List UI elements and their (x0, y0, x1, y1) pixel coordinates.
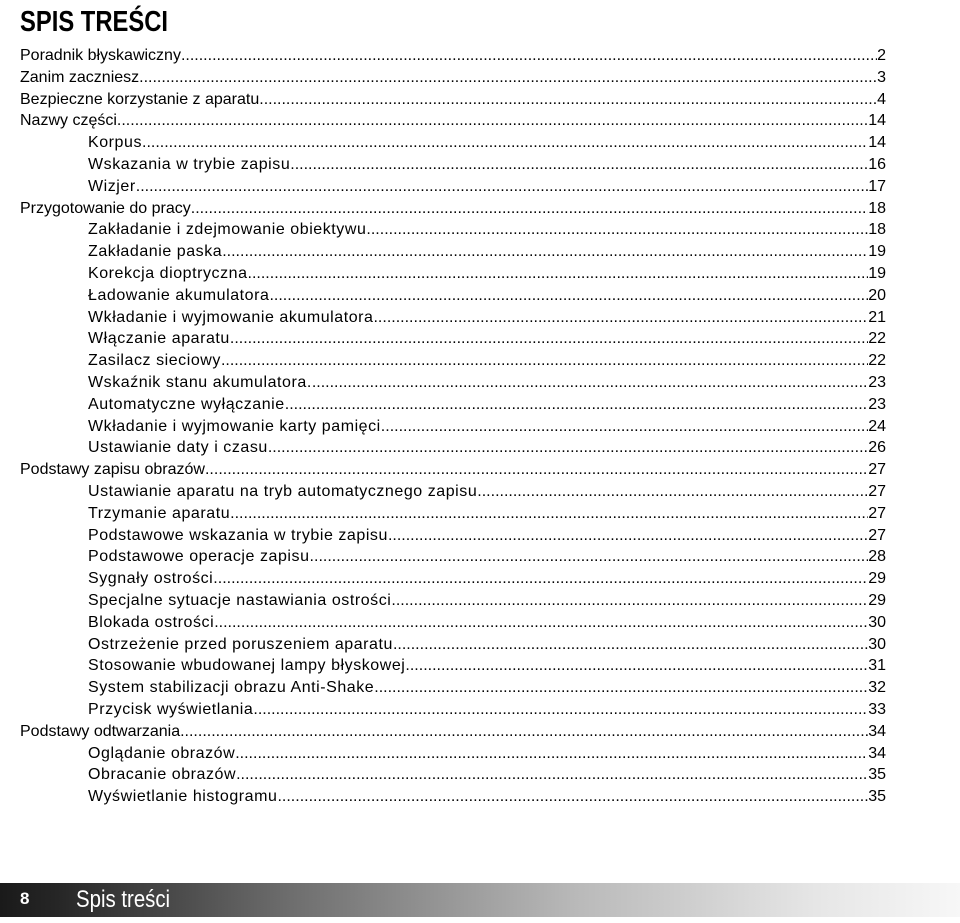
toc-entry-title: Zakładanie paska (88, 243, 223, 261)
toc-entry-page: 31 (868, 657, 886, 675)
dot-leader (191, 198, 868, 220)
toc-entry-title: Nazwy części (20, 112, 117, 130)
toc-entry (20, 568, 886, 590)
toc-entry (20, 372, 886, 394)
dot-leader (393, 634, 868, 656)
dot-leader (366, 219, 868, 241)
dot-leader (373, 307, 868, 329)
toc-entry (20, 89, 886, 111)
toc-entry-page: 34 (868, 722, 886, 740)
toc-entry (20, 45, 886, 67)
page-title: SPIS TREŚCI (20, 6, 169, 38)
dot-leader (285, 394, 868, 416)
dot-leader (269, 285, 868, 307)
toc-entry-title: Zakładanie i zdejmowanie obiektywu (88, 221, 367, 239)
toc-entry-page: 32 (868, 679, 886, 697)
dot-leader (222, 241, 868, 263)
toc-entry (20, 590, 886, 612)
toc-entry-title: Podstawy odtwarzania (20, 722, 181, 740)
toc-entry (20, 546, 886, 568)
toc-entry-page: 22 (868, 330, 886, 348)
toc-entry-page: 23 (868, 395, 886, 413)
toc-entry-title: Przycisk wyświetlania (88, 700, 254, 718)
toc-entry-title: Ustawianie aparatu na tryb automatycznego zapisu (88, 482, 478, 500)
dot-leader (144, 67, 878, 89)
dot-leader (180, 721, 868, 743)
dot-leader (181, 45, 877, 67)
toc-entry (20, 437, 886, 459)
toc-entry-title: Korekcja dioptryczna (88, 264, 248, 282)
dot-leader (310, 546, 869, 568)
dot-leader (142, 132, 868, 154)
toc-entry-title: Automatyczne wyłączanie (88, 395, 285, 413)
dot-leader (221, 350, 868, 372)
toc-entry-title: Wskaźnik stanu akumulatora. (88, 373, 312, 391)
toc-entry (20, 525, 886, 547)
dot-leader (214, 612, 868, 634)
toc-entry-page: 27 (868, 526, 886, 544)
toc-entry-page: 34 (868, 744, 886, 762)
toc-entry-title: Włączanie aparatu (88, 330, 230, 348)
toc-entry (20, 307, 886, 329)
dot-leader (136, 176, 868, 198)
toc-entry (20, 459, 886, 481)
table-of-contents (20, 45, 886, 808)
toc-entry (20, 176, 886, 198)
footer-section-title: Spis treści (76, 886, 171, 913)
toc-entry-page: 20 (868, 286, 886, 304)
toc-entry-title: Podstawowe wskazania w trybie zapisu (88, 526, 388, 544)
toc-entry-title: Wskazania w trybie zapisu (88, 155, 291, 173)
dot-leader (312, 372, 868, 394)
toc-entry (20, 350, 886, 372)
toc-entry (20, 328, 886, 350)
toc-entry-title: Wkładanie i wyjmowanie akumulatora (88, 308, 374, 326)
dot-leader (477, 481, 868, 503)
dot-leader (117, 110, 868, 132)
toc-entry-page: 27 (868, 504, 886, 522)
toc-entry-page: 2 (877, 47, 886, 64)
toc-entry (20, 655, 886, 677)
toc-entry-title: Podstawy zapisu obrazów (20, 461, 205, 479)
toc-entry-title: Ładowanie akumulatora (88, 286, 270, 304)
toc-entry-title: Oglądanie obrazów (88, 744, 236, 762)
toc-entry (20, 721, 886, 743)
toc-entry-title: Ostrzeżenie przed poruszeniem aparatu (88, 635, 393, 653)
toc-entry (20, 67, 886, 89)
dot-leader (230, 328, 868, 350)
toc-entry (20, 132, 886, 154)
dot-leader (268, 437, 868, 459)
toc-entry (20, 677, 886, 699)
toc-entry (20, 198, 886, 220)
toc-entry-title: Bezpieczne korzystanie z aparatu (20, 90, 260, 108)
toc-entry-page: 27 (868, 461, 886, 479)
toc-entry-page: 19 (868, 243, 886, 261)
toc-entry (20, 612, 886, 634)
toc-entry-title: Specjalne sytuacje nastawiania ostrości (88, 591, 392, 609)
toc-entry (20, 699, 886, 721)
toc-entry-page: 29 (868, 591, 886, 609)
toc-entry (20, 743, 886, 765)
toc-entry-page: 18 (868, 199, 886, 217)
toc-entry (20, 219, 886, 241)
dot-leader (230, 503, 868, 525)
dot-leader (213, 568, 868, 590)
toc-entry (20, 503, 886, 525)
toc-entry-page: 29 (868, 570, 886, 588)
toc-entry (20, 154, 886, 176)
toc-entry-page: 30 (868, 635, 886, 653)
toc-entry (20, 786, 886, 808)
toc-entry-page: 35 (868, 766, 886, 784)
toc-entry-title: Wkładanie i wyjmowanie karty pamięci (88, 417, 381, 435)
dot-leader (236, 764, 868, 786)
toc-entry (20, 394, 886, 416)
toc-entry-page: 33 (868, 700, 886, 718)
toc-entry-page: 28 (868, 548, 886, 566)
toc-entry-page: 22 (868, 352, 886, 370)
toc-entry-title: Zanim zaczniesz. (20, 68, 144, 86)
dot-leader (205, 459, 868, 481)
dot-leader (235, 743, 868, 765)
toc-entry-page: 21 (868, 308, 886, 326)
toc-entry (20, 416, 886, 438)
toc-entry-title: Wizjer (88, 177, 136, 195)
toc-entry-page: 24 (868, 417, 886, 435)
toc-entry (20, 263, 886, 285)
dot-leader (374, 677, 868, 699)
toc-entry-page: 23 (868, 373, 886, 391)
toc-entry-title: Blokada ostrości (88, 613, 215, 631)
toc-entry-title: Stosowanie wbudowanej lampy błyskowej (88, 657, 406, 675)
toc-entry (20, 634, 886, 656)
toc-entry-title: Korpus (88, 134, 142, 152)
toc-entry (20, 285, 886, 307)
toc-entry-title: Przygotowanie do pracy (20, 199, 191, 217)
toc-entry (20, 764, 886, 786)
toc-entry-title: Zasilacz sieciowy (88, 352, 221, 370)
toc-entry-page: 27 (868, 482, 886, 500)
toc-entry-title: System stabilizacji obrazu Anti-Shake (88, 679, 375, 697)
toc-entry-page: 26 (868, 439, 886, 457)
toc-entry (20, 110, 886, 132)
dot-leader (277, 786, 868, 808)
toc-entry-page: 19 (868, 264, 886, 282)
dot-leader (391, 590, 868, 612)
toc-entry-page: 17 (868, 177, 886, 195)
toc-entry-title: Podstawowe operacje zapisu (88, 548, 310, 566)
dot-leader (405, 655, 868, 677)
toc-entry-title: Obracanie obrazów (88, 766, 237, 784)
toc-entry-page: 4 (877, 90, 886, 108)
toc-entry (20, 241, 886, 263)
toc-entry-page: 14 (868, 112, 886, 130)
toc-entry-page: 16 (868, 155, 886, 173)
toc-entry-page: 35 (868, 788, 886, 806)
toc-entry-page: 18 (868, 221, 886, 239)
toc-entry-title: Sygnały ostrości (88, 570, 214, 588)
toc-entry-page: 3 (877, 68, 886, 86)
toc-entry-title: Ustawianie daty i czasu (88, 439, 268, 457)
footer-bar (0, 883, 960, 917)
dot-leader (253, 699, 868, 721)
dot-leader (381, 416, 868, 438)
toc-entry (20, 481, 886, 503)
toc-entry-page: 14 (868, 134, 886, 152)
toc-entry-page: 30 (868, 613, 886, 631)
dot-leader (290, 154, 868, 176)
toc-entry-title: Poradnik błyskawiczny (20, 47, 181, 64)
toc-entry-title: Wyświetlanie histogramu (88, 788, 278, 806)
dot-leader (248, 263, 869, 285)
footer-page-number: 8 (20, 889, 30, 908)
dot-leader (388, 525, 868, 547)
toc-entry-title: Trzymanie aparatu (88, 504, 231, 522)
dot-leader (259, 89, 877, 111)
